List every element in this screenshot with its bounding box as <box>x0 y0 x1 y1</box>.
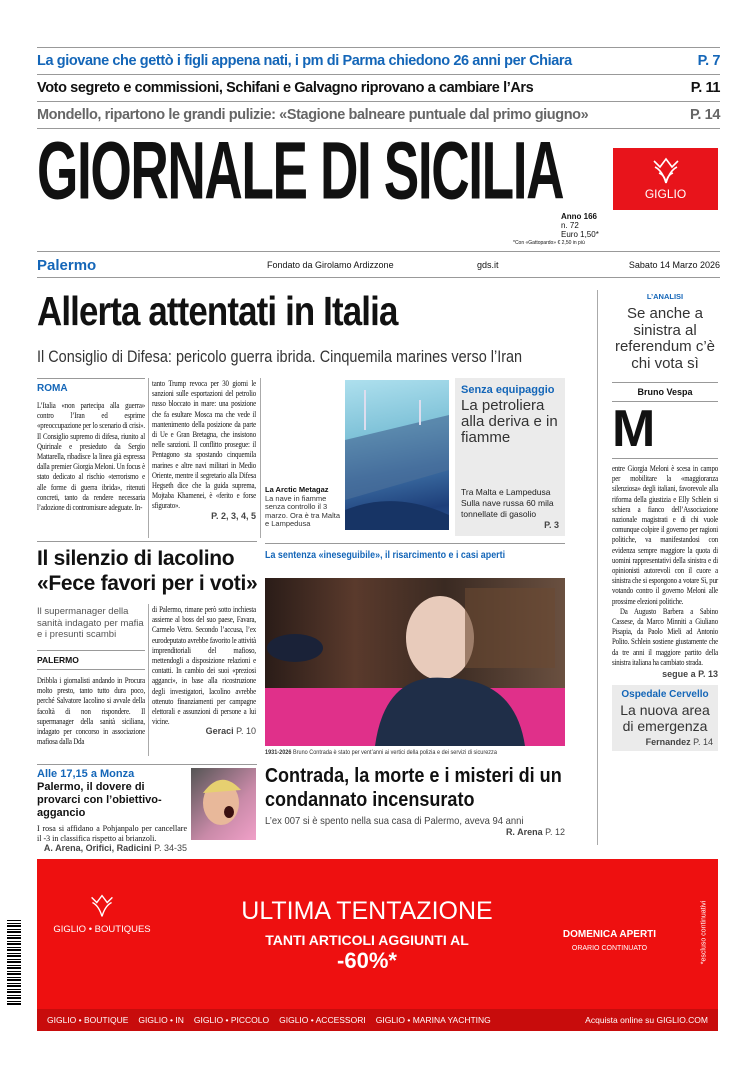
ad-discount: -60%* <box>337 948 397 973</box>
price-note: *Con «Gattopardo» € 2,50 in più <box>513 240 585 246</box>
ad-open: DOMENICA APERTI <box>562 929 657 940</box>
site-link[interactable]: gds.it <box>477 260 499 270</box>
monza-page: P. 34-35 <box>154 843 187 854</box>
analysis <box>612 292 718 751</box>
iacolino-page: P. 10 <box>236 726 256 737</box>
contrada-text-block <box>265 749 565 837</box>
monza-article[interactable] <box>37 768 187 853</box>
top-story-text: Voto segreto e commissioni, Schifani e Galvagno riprovano a cambiare l’Ars <box>37 80 534 96</box>
caption-text: La nave in fiamme senza controllo il 3 marzo. Ora è tra Malta e Lampedusa <box>265 493 341 529</box>
contrada-subhead: L’ex 007 si è spento nella sua casa di Palermo, aveva 94 anni <box>265 815 524 827</box>
analysis-kicker: L’ANALISI <box>646 292 684 301</box>
top-story-page: P. 7 <box>697 53 720 69</box>
player-illustration <box>191 768 256 840</box>
anno: Anno 166 <box>561 212 598 221</box>
iacolino-headline[interactable]: Il silenzio di Iacolino «Fece favori per i voti» <box>37 547 258 595</box>
date: Sabato 14 Marzo 2026 <box>628 260 720 270</box>
caption-text: Bruno Contrada è stato per vent’anni ai vertici della polizia e dei servizi di sicurezza <box>292 749 497 756</box>
ad-store-bar <box>37 1009 718 1031</box>
iacolino-column-2: di Palermo, rimane però sotto inchiesta assieme al boss del suo paese, Favara, Carmelo Vetro. Secondo l’accusa, l’ex eurodeputato avrebbe favorito le attività imprenditoriali del mafioso, mettendogli a disposizione relazioni e contatti. In cambio dei suoi «preziosi agganci», in base alla ricostruzione degli investigatori, Iacolino avrebbe ottenuto finanziamenti per campagne elettorali e assunzioni di persone a lui vicine. <box>152 604 256 727</box>
monza-headline: Palermo, il dovere di provarci con l’obiettivo-aggancio <box>37 781 162 819</box>
cervello-box[interactable] <box>612 685 718 751</box>
contrada-page: P. 12 <box>545 827 565 837</box>
tanker-kicker: Senza equipaggio <box>461 384 555 396</box>
ad-subtitle: TANTI ARTICOLI AGGIUNTI AL <box>265 932 469 948</box>
tanker-page: P. 3 <box>544 520 559 530</box>
lead-column-1: L’Italia «non partecipa alla guerra» contro l’Iran ed esprime «preoccupazione per lo scenario di crisi». Il Consiglio supremo di difesa, riunito al Quirinale e presieduto da Sergio Mattarella, ribadisce la linea già espressa dalla premier Giorgia Meloni. Un focus è stato dedicato al rischio «terrorismo e alle forme di guerra ibrida», ritenuti concreti, tanto da rendere necessaria l’adozione di contromisure adeguate. In- <box>37 400 145 513</box>
iacolino-author: Geraci <box>205 726 234 737</box>
barcode <box>7 920 21 1005</box>
cervello-page: P. 14 <box>693 737 713 748</box>
monza-text: I rosa si affidano a Pohjanpalo per cancellare il -3 in classifica rispetto ai brianzoli. <box>37 824 187 843</box>
ad-store: GIGLIO • BOUTIQUE <box>47 1015 129 1025</box>
tanker-box[interactable] <box>455 378 565 536</box>
ad-title: ULTIMA TENTAZIONE <box>241 897 493 925</box>
dateline <box>37 255 720 275</box>
portrait-illustration <box>265 578 565 746</box>
caption-title: La Arctic Metagaz <box>265 485 329 494</box>
analysis-headline[interactable]: Se anche a sinistra al referendum c’è chi vota sì <box>614 305 716 372</box>
top-story-text: La giovane che gettò i figli appena nati, i pm di Parma chiedono 26 anni per Chiara <box>37 53 572 69</box>
photo-caption <box>265 486 345 529</box>
ad-store: GIGLIO • ACCESSORI <box>279 1015 366 1025</box>
analysis-author: Bruno Vespa <box>612 382 718 402</box>
tanker-headline: La petroliera alla deriva e in fiamme <box>461 397 558 446</box>
cervello-author: Fernandez <box>645 737 691 748</box>
numero: n. 72 <box>561 221 579 230</box>
iacolino-kicker: PALERMO <box>37 655 145 670</box>
ship-photo[interactable] <box>345 380 449 530</box>
lead-pages: P. 2, 3, 4, 5 <box>211 510 256 521</box>
lily-icon <box>651 157 681 185</box>
cervello-headline: La nuova area di emergenza <box>620 702 710 735</box>
lead-column-2: tanto Trump revoca per 30 giorni le sanzioni sulle esportazioni del petrolio russo bloccato in mare: una posizione che fa esultare Mosca ma che vede il mantenimento della posizione da parte di Ue e Gran Bretagna, che insistono nelle sanzioni. Il conflitto prosegue: il Pentagono sta spostando cinquemila marines e altre navi militari in Medio Oriente, mentre il segretario alla Difesa Hegseth dice che la guida suprema, Mojtaba Khamenei, è «ferito e forse sfigurato». <box>152 378 256 511</box>
analysis-continue[interactable]: segue a P. 13 <box>662 669 718 680</box>
ship-illustration <box>345 380 449 530</box>
contrada-caption <box>265 749 520 758</box>
tanker-text: Tra Malta e Lampedusa Sulla nave russa 60 mila tonnellate di gasolio <box>461 487 554 519</box>
price: Euro 1,50* <box>561 230 599 239</box>
top-story-1[interactable] <box>37 48 720 75</box>
lead-kicker: ROMA <box>37 383 68 394</box>
top-story-2[interactable] <box>37 75 720 102</box>
dropcap: M <box>612 402 718 459</box>
iacolino-column-1: Dribbla i giornalisti andando in Procura molto presto, tanto tutto dura poco, perché Salvatore Iacolino si avvale della facoltà di non rispondere. Il supermanager della sanità siciliana, indagato per concorso in associazione mafiosa dalla Dda <box>37 675 145 747</box>
contrada-photo[interactable] <box>265 578 565 746</box>
top-story-text: Mondello, ripartono le grandi pulizie: «Stagione balneare puntuale dal primo giugno» <box>37 107 589 123</box>
contrada-kicker: La sentenza «ineseguibile», il risarcimento e i casi aperti <box>265 549 506 561</box>
monza-kicker: Alle 17,15 a Monza <box>37 768 135 780</box>
player-photo[interactable] <box>191 768 256 840</box>
top-story-page: P. 14 <box>690 107 720 123</box>
monza-authors: A. Arena, Orifici, Radicini <box>43 843 152 854</box>
giglio-logo[interactable] <box>613 148 718 210</box>
founded: Fondato da Girolamo Ardizzone <box>267 260 394 270</box>
analysis-text-2: Da Augusto Barbera a Sabino Cassese, da Marco Minniti a Giuliano Pisapia, da Paolo Mieli ad Antonio Polito. Schlein sostiene giustamente che da tre anni il maggiore partito della sinistra italiana ha cambiato strada. <box>612 605 718 667</box>
ad-store: GIGLIO • PICCOLO <box>193 1015 270 1025</box>
logo-text: GIGLIO <box>644 187 687 201</box>
top-story-page: P. 11 <box>690 80 720 96</box>
ad-online-link[interactable]: Acquista online su GIGLIO.COM <box>585 1015 708 1025</box>
city: Palermo <box>37 256 97 274</box>
ad-hours: ORARIO CONTINUATO <box>571 945 648 952</box>
contrada-author: R. Arena <box>505 827 543 837</box>
ad-store: GIGLIO • MARINA YACHTING <box>375 1015 491 1025</box>
contrada-headline[interactable]: Contrada, la morte e i misteri di un condannato incensurato <box>265 764 562 811</box>
ad-disclaimer: *escluso continuativi <box>700 900 708 965</box>
lily-icon <box>89 893 115 919</box>
ad-brand: GIGLIO • BOUTIQUES <box>53 924 151 935</box>
iacolino-subhead: Il supermanager della sanità indagato per mafia e i presunti scambi <box>37 606 144 640</box>
lead-headline[interactable]: Allerta attentati in Italia <box>37 288 398 334</box>
caption-years: 1931-2026 <box>265 749 292 756</box>
masthead-title: GIORNALE DI SICILIA <box>37 125 564 217</box>
masthead <box>37 125 577 217</box>
lead-subhead: Il Consiglio di Difesa: pericolo guerra ibrida. Cinquemila marines verso l’Iran <box>37 347 523 366</box>
analysis-text: entre Giorgia Meloni è scesa in campo per mobilitare la «maggioranza silenziosa» degli italiani, favorevole alla riforma della giustizia e Elly Schlein si schiera a fianco dell’Associazione nazionale magistrati e di chi vuole comunque colpire il governo per ragioni politiche, va manifestandosi con evidenza sempre maggiore la quota di uomini rappresentativi della sinistra e di opinionisti autorevoli con il cuore a sinistra che si espongono a votare Sì, pur votando contro il governo Meloni alle prossime elezioni politiche. <box>612 463 718 606</box>
ad-store: GIGLIO • IN <box>138 1015 184 1025</box>
cervello-kicker: Ospedale Cervello <box>621 689 709 701</box>
issue-info <box>561 212 599 239</box>
giglio-advertisement[interactable] <box>37 859 718 1031</box>
